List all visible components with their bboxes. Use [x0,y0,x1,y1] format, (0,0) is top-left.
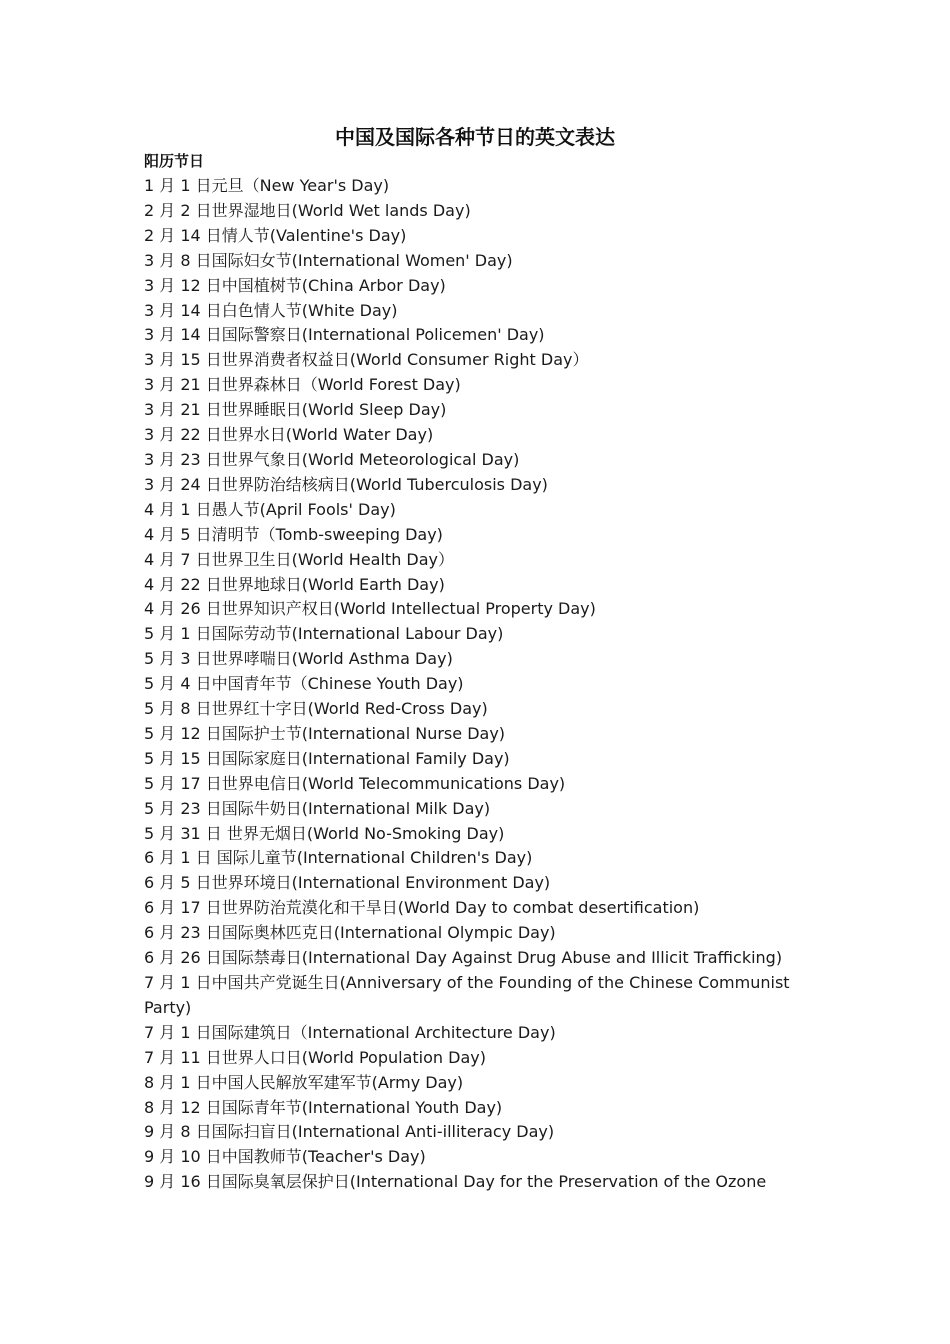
holiday-entry: 5 月 12 日国际护士节(International Nurse Day) [144,723,506,743]
holiday-entry: 9 月 10 日中国教师节(Teacher's Day) [144,1147,426,1167]
holiday-entry: 5 月 15 日国际家庭日(International Family Day) [144,748,510,768]
holiday-entry: 4 月 26 日世界知识产权日(World Intellectual Property Day) [144,599,596,619]
holiday-entry: 5 月 1 日国际劳动节(International Labour Day) [144,624,504,644]
holiday-entry: 6 月 26 日国际禁毒日(International Day Against Drug Abuse and Illicit Trafficking) [144,948,783,968]
holiday-entry: 5 月 31 日 世界无烟日(World No-Smoking Day) [144,823,505,843]
holiday-entry: 9 月 16 日国际臭氧层保护日(International Day for the Preservation of the Ozone [144,1172,767,1192]
holiday-entry: 4 月 1 日愚人节(April Fools' Day) [144,499,396,519]
holiday-entry: 1 月 1 日元旦（New Year's Day) [144,176,390,195]
holiday-entry: 6 月 17 日世界防治荒漠化和干旱日(World Day to combat desertification) [144,898,700,918]
holiday-entry: 3 月 8 日国际妇女节(International Women' Day) [144,250,513,270]
holiday-entry: 5 月 23 日国际牛奶日(International Milk Day) [144,798,491,818]
document-title: 中国及国际各种节日的英文表达 [335,125,615,149]
holiday-entry: 2 月 14 日情人节(Valentine's Day) [144,225,407,245]
holiday-entry: 3 月 21 日世界森林日（World Forest Day) [144,375,461,395]
holiday-entry: 4 月 7 日世界卫生日(World Health Day） [144,549,455,569]
holiday-entry: 6 月 5 日世界环境日(International Environment Day) [144,873,551,893]
section-heading: 阳历节日 [144,152,205,170]
holiday-entry: 8 月 1 日中国人民解放军建军节(Army Day) [144,1072,464,1092]
holiday-entry: 4 月 5 日清明节（Tomb-sweeping Day) [144,524,443,544]
holiday-entry: 7 月 1 日国际建筑日（International Architecture Day) [144,1022,556,1042]
holiday-entry: 7 月 1 日中国共产党诞生日(Anniversary of the Founding of the Chinese Communist Party) [144,973,795,1017]
holiday-entry: 6 月 23 日国际奥林匹克日(International Olympic Day) [144,923,556,943]
holiday-entry: 3 月 12 日中国植树节(China Arbor Day) [144,275,446,295]
holiday-entry: 5 月 3 日世界哮喘日(World Asthma Day) [144,649,453,669]
holiday-entry: 3 月 23 日世界气象日(World Meteorological Day) [144,449,520,469]
holiday-list [144,174,804,1195]
holiday-entry: 2 月 2 日世界湿地日(World Wet lands Day) [144,200,471,220]
holiday-entry: 6 月 1 日 国际儿童节(International Children's Day) [144,848,533,868]
holiday-entry: 4 月 22 日世界地球日(World Earth Day) [144,574,445,594]
holiday-entry: 9 月 8 日国际扫盲日(International Anti-illiteracy Day) [144,1122,555,1142]
holiday-entry: 3 月 14 日白色情人节(White Day) [144,300,398,320]
holiday-entry: 3 月 24 日世界防治结核病日(World Tuberculosis Day) [144,474,548,494]
holiday-entry: 5 月 17 日世界电信日(World Telecommunications Day) [144,773,566,793]
holiday-entry: 3 月 21 日世界睡眠日(World Sleep Day) [144,400,447,420]
holiday-entry: 5 月 4 日中国青年节（Chinese Youth Day) [144,674,464,694]
holiday-entry: 7 月 11 日世界人口日(World Population Day) [144,1047,486,1067]
holiday-entry: 5 月 8 日世界红十字日(World Red-Cross Day) [144,699,488,719]
holiday-entry: 3 月 22 日世界水日(World Water Day) [144,425,434,445]
holiday-entry: 3 月 14 日国际警察日(International Policemen' Day) [144,325,545,345]
holiday-entry: 3 月 15 日世界消费者权益日(World Consumer Right Day） [144,350,589,370]
holiday-entry: 8 月 12 日国际青年节(International Youth Day) [144,1097,503,1117]
